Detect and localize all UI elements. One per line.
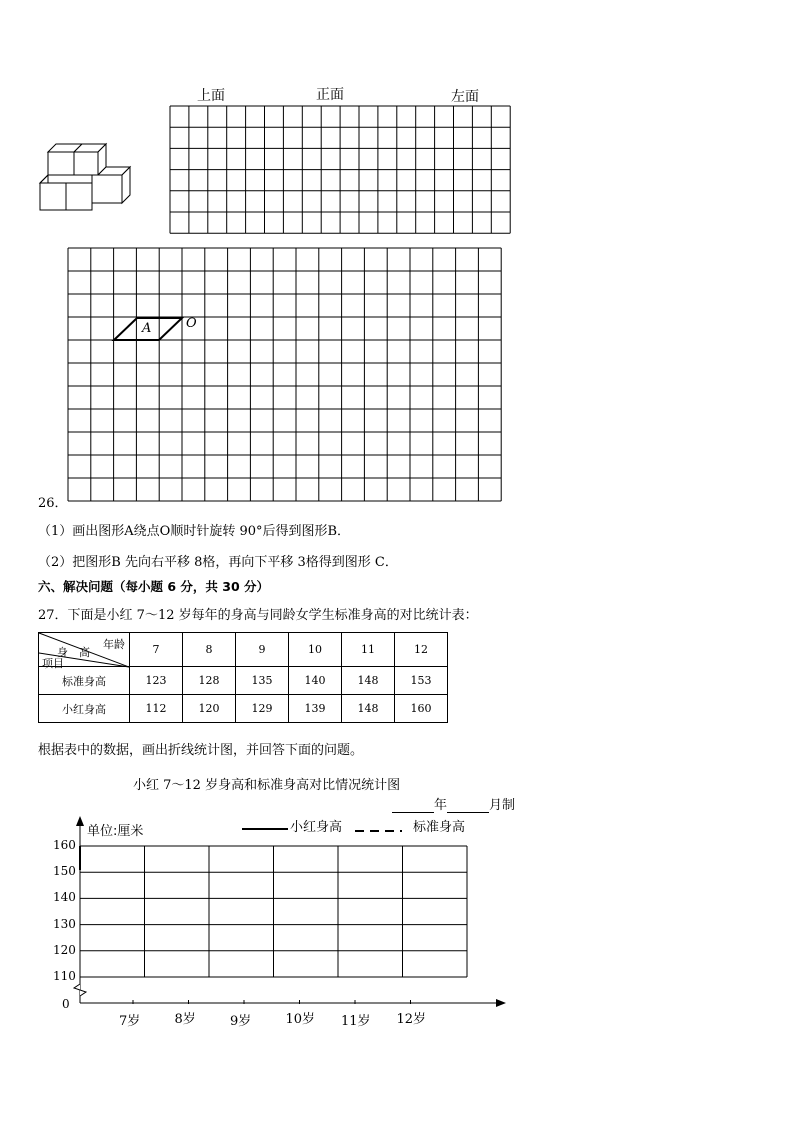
y-axis-arrow xyxy=(76,816,84,826)
y-tick-label: 160 xyxy=(53,838,76,852)
chart-title: 小红 7～12 岁身高和标准身高对比情况统计图 xyxy=(133,778,401,793)
corner-item-label: 项目 xyxy=(42,657,64,670)
y-tick-label: 120 xyxy=(53,942,76,957)
year-label: 年 xyxy=(434,798,448,813)
q26-instruction-2: （2）把图形B 先向右平移 8格，再向下平移 3格得到图形 C． xyxy=(38,555,398,570)
age-header: 12 xyxy=(395,633,448,667)
x-axis-arrow xyxy=(496,999,506,1007)
origin-label: 0 xyxy=(62,997,70,1011)
y-tick-label: 130 xyxy=(53,916,76,931)
age-header: 8 xyxy=(183,633,236,667)
table-cell: 123 xyxy=(130,667,183,695)
corner-age-label: 年龄 xyxy=(103,638,125,651)
table-cell: 139 xyxy=(289,695,342,723)
table-instruction: 根据表中的数据，画出折线统计图，并回答下面的问题。 xyxy=(38,743,364,758)
view-label-front: 正面 xyxy=(316,87,344,103)
age-header: 7 xyxy=(130,633,183,667)
corner-height-label: 身 高 xyxy=(57,646,90,659)
table-cell: 128 xyxy=(183,667,236,695)
y-tick-label: 110 xyxy=(53,969,76,983)
table-cell: 129 xyxy=(236,695,289,723)
table-cell: 148 xyxy=(342,667,395,695)
row-label: 标准身高 xyxy=(39,667,130,695)
x-tick-label: 9岁 xyxy=(230,1014,252,1029)
y-tick-label: 150 xyxy=(53,864,76,879)
shape-a-label: A xyxy=(142,321,152,336)
table-cell: 120 xyxy=(183,695,236,723)
table-cell: 135 xyxy=(236,667,289,695)
age-header: 9 xyxy=(236,633,289,667)
question-27-intro: 27．下面是小红 7～12 岁每年的身高与同龄女学生标准身高的对比统计表： xyxy=(38,608,478,623)
age-header: 10 xyxy=(289,633,342,667)
table-cell: 112 xyxy=(130,695,183,723)
x-tick-label: 10岁 xyxy=(285,1012,316,1027)
section-6-heading: 六、解决问题（每小题 6 分，共 30 分） xyxy=(38,579,270,594)
q26-instruction-1: （1）画出图形A绕点O顺时针旋转 90°后得到图形B． xyxy=(38,524,351,539)
point-o-label: O xyxy=(186,316,197,331)
legend-solid-label: 小红身高 xyxy=(290,820,343,835)
question-26-number: 26． xyxy=(38,496,68,511)
age-header: 11 xyxy=(342,633,395,667)
view-label-left: 左面 xyxy=(451,89,479,105)
legend-dashed-label: 标准身高 xyxy=(413,820,466,835)
table-cell: 160 xyxy=(395,695,448,723)
x-tick-label: 12岁 xyxy=(396,1012,427,1027)
x-tick-label: 11岁 xyxy=(341,1014,371,1029)
x-tick-label: 8岁 xyxy=(174,1012,196,1027)
table-cell: 148 xyxy=(342,695,395,723)
view-label-top: 上面 xyxy=(197,88,225,104)
row-label: 小红身高 xyxy=(39,695,130,723)
y-tick-label: 140 xyxy=(53,890,76,905)
chart-unit-label: 单位:厘米 xyxy=(87,824,144,839)
table-cell: 140 xyxy=(289,667,342,695)
x-tick-label: 7岁 xyxy=(119,1014,141,1029)
table-cell: 153 xyxy=(395,667,448,695)
month-label: 月制 xyxy=(489,798,516,813)
